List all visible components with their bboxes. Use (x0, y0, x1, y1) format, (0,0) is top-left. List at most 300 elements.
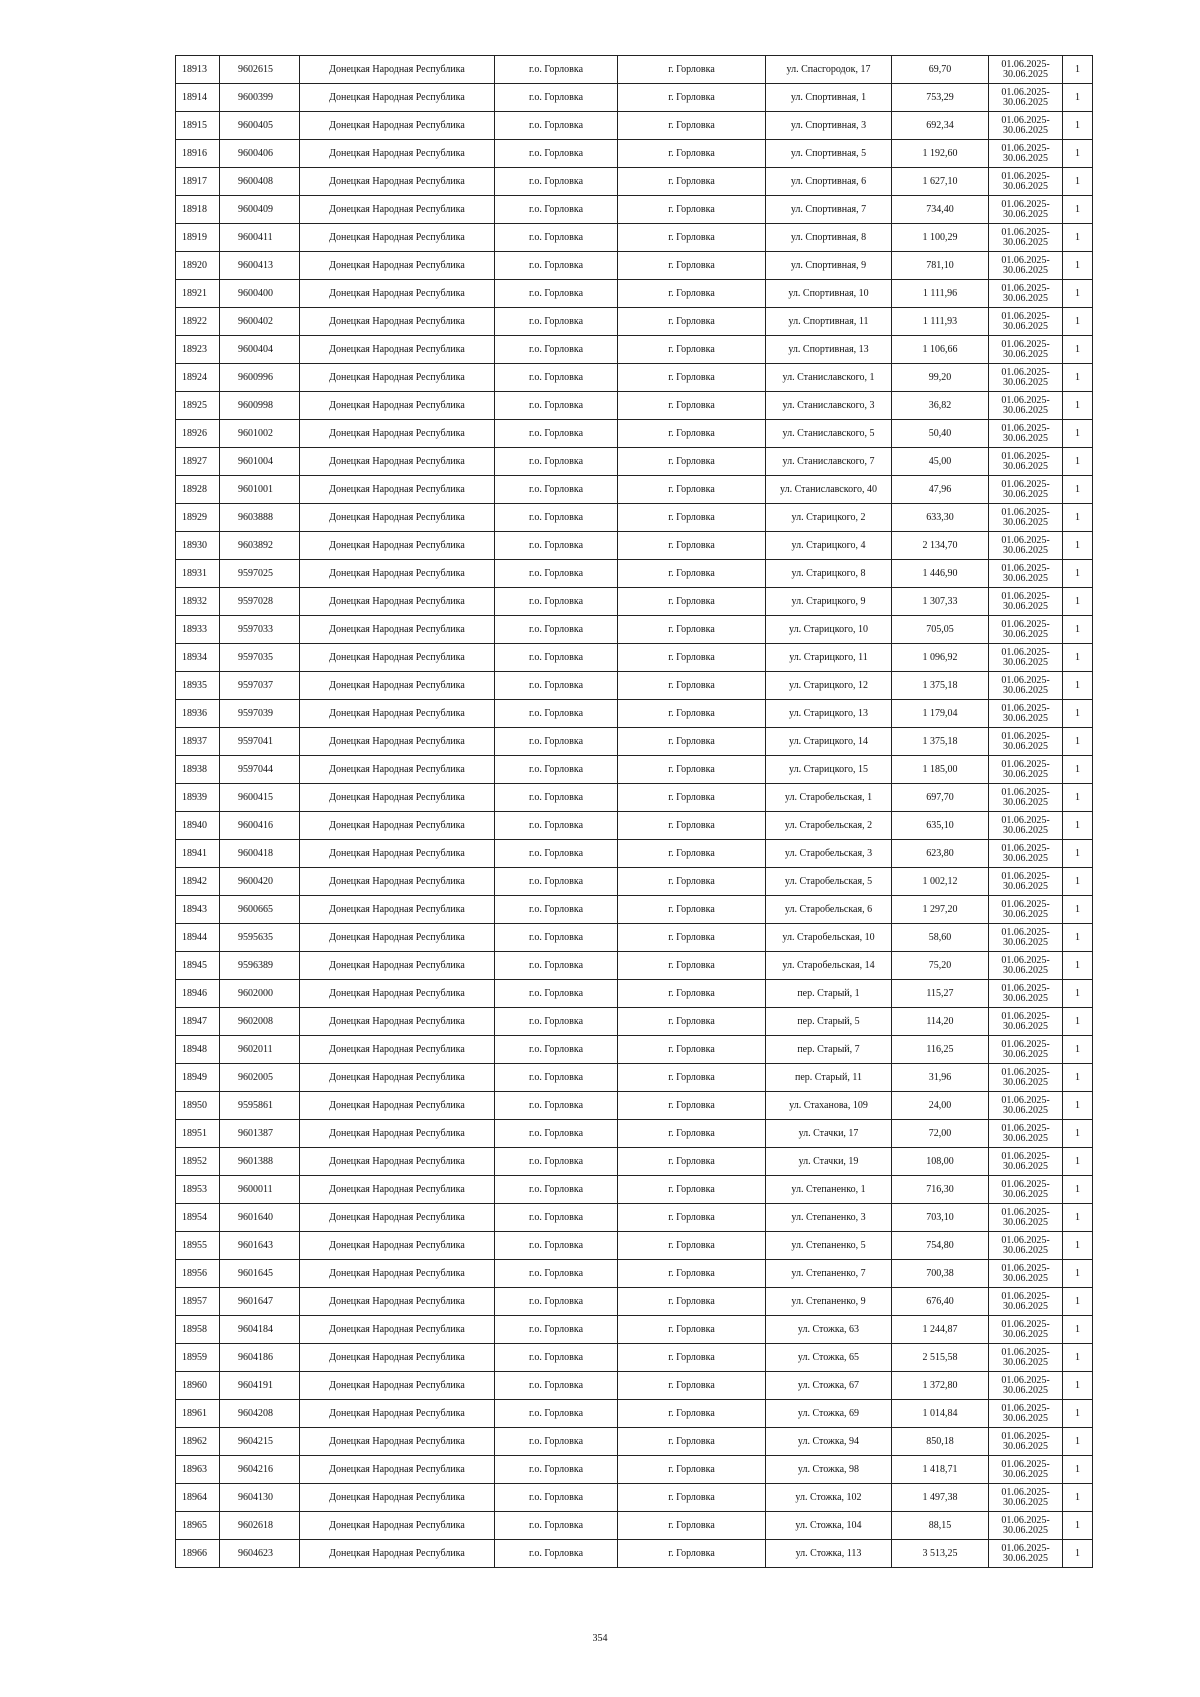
address-cell: ул. Старобельская, 2 (766, 812, 892, 840)
cadastral-number-cell: 9604186 (220, 1344, 300, 1372)
period-start: 01.06.2025- (1001, 1038, 1050, 1050)
area-cell: 1 446,90 (892, 560, 989, 588)
count-cell: 1 (1063, 308, 1093, 336)
settlement-cell: г. Горловка (618, 1204, 766, 1232)
period-start: 01.06.2025- (1001, 1150, 1050, 1162)
count-cell: 1 (1063, 56, 1093, 84)
settlement-cell: г. Горловка (618, 448, 766, 476)
region-cell: Донецкая Народная Республика (300, 868, 495, 896)
settlement-cell: г. Горловка (618, 980, 766, 1008)
period-start: 01.06.2025- (1001, 170, 1050, 182)
period-end: 30.06.2025 (1003, 628, 1048, 640)
row-number-cell: 18937 (176, 728, 220, 756)
address-cell: ул. Спортивная, 8 (766, 224, 892, 252)
cadastral-number-cell: 9604184 (220, 1316, 300, 1344)
table-row (176, 1288, 1093, 1316)
area-cell: 700,38 (892, 1260, 989, 1288)
table-row (176, 1316, 1093, 1344)
cadastral-number-cell: 9600399 (220, 84, 300, 112)
cadastral-number-cell: 9604216 (220, 1456, 300, 1484)
count-cell: 1 (1063, 672, 1093, 700)
cadastral-number-cell: 9600665 (220, 896, 300, 924)
row-number-cell: 18913 (176, 56, 220, 84)
row-number-cell: 18946 (176, 980, 220, 1008)
address-cell: ул. Стожка, 98 (766, 1456, 892, 1484)
period-cell (989, 1456, 1063, 1484)
address-cell: ул. Стожка, 113 (766, 1540, 892, 1568)
count-cell: 1 (1063, 196, 1093, 224)
cadastral-number-cell: 9600420 (220, 868, 300, 896)
table-row (176, 476, 1093, 504)
period-end: 30.06.2025 (1003, 1104, 1048, 1116)
address-cell: пер. Старый, 7 (766, 1036, 892, 1064)
period-start: 01.06.2025- (1001, 702, 1050, 714)
period-start: 01.06.2025- (1001, 730, 1050, 742)
period-start: 01.06.2025- (1001, 1542, 1050, 1554)
table-row (176, 1232, 1093, 1260)
period-end: 30.06.2025 (1003, 936, 1048, 948)
region-cell: Донецкая Народная Республика (300, 1064, 495, 1092)
count-cell: 1 (1063, 616, 1093, 644)
region-cell: Донецкая Народная Республика (300, 1484, 495, 1512)
period-start: 01.06.2025- (1001, 1402, 1050, 1414)
period-end: 30.06.2025 (1003, 684, 1048, 696)
area-cell: 1 372,80 (892, 1372, 989, 1400)
count-cell: 1 (1063, 420, 1093, 448)
address-cell: ул. Стожка, 67 (766, 1372, 892, 1400)
area-cell: 754,80 (892, 1232, 989, 1260)
cadastral-number-cell: 9597039 (220, 700, 300, 728)
settlement-cell: г. Горловка (618, 672, 766, 700)
period-end: 30.06.2025 (1003, 404, 1048, 416)
cadastral-number-cell: 9604623 (220, 1540, 300, 1568)
area-cell: 115,27 (892, 980, 989, 1008)
count-cell: 1 (1063, 112, 1093, 140)
area-cell: 3 513,25 (892, 1540, 989, 1568)
cadastral-number-cell: 9604215 (220, 1428, 300, 1456)
settlement-cell: г. Горловка (618, 476, 766, 504)
period-cell (989, 448, 1063, 476)
count-cell: 1 (1063, 1428, 1093, 1456)
count-cell: 1 (1063, 140, 1093, 168)
municipal-district-cell: г.о. Горловка (495, 1372, 618, 1400)
period-start: 01.06.2025- (1001, 1430, 1050, 1442)
table-row (176, 1036, 1093, 1064)
row-number-cell: 18928 (176, 476, 220, 504)
period-end: 30.06.2025 (1003, 1524, 1048, 1536)
row-number-cell: 18920 (176, 252, 220, 280)
period-end: 30.06.2025 (1003, 1244, 1048, 1256)
municipal-district-cell: г.о. Горловка (495, 784, 618, 812)
period-cell (989, 812, 1063, 840)
address-cell: ул. Степаненко, 3 (766, 1204, 892, 1232)
cadastral-number-cell: 9597033 (220, 616, 300, 644)
period-end: 30.06.2025 (1003, 572, 1048, 584)
period-start: 01.06.2025- (1001, 114, 1050, 126)
row-number-cell: 18954 (176, 1204, 220, 1232)
period-start: 01.06.2025- (1001, 1374, 1050, 1386)
address-cell: ул. Станиславского, 5 (766, 420, 892, 448)
table-row (176, 1540, 1093, 1568)
region-cell: Донецкая Народная Республика (300, 1512, 495, 1540)
table-row (176, 784, 1093, 812)
period-start: 01.06.2025- (1001, 842, 1050, 854)
period-cell (989, 280, 1063, 308)
count-cell: 1 (1063, 1008, 1093, 1036)
address-cell: ул. Стачки, 19 (766, 1148, 892, 1176)
period-cell (989, 532, 1063, 560)
settlement-cell: г. Горловка (618, 364, 766, 392)
period-cell (989, 1064, 1063, 1092)
region-cell: Донецкая Народная Республика (300, 1540, 495, 1568)
period-cell (989, 196, 1063, 224)
municipal-district-cell: г.о. Горловка (495, 336, 618, 364)
address-cell: ул. Стожка, 65 (766, 1344, 892, 1372)
count-cell: 1 (1063, 588, 1093, 616)
cadastral-number-cell: 9596389 (220, 952, 300, 980)
count-cell: 1 (1063, 336, 1093, 364)
table-row (176, 1260, 1093, 1288)
period-end: 30.06.2025 (1003, 824, 1048, 836)
period-start: 01.06.2025- (1001, 898, 1050, 910)
period-cell (989, 1316, 1063, 1344)
area-cell: 781,10 (892, 252, 989, 280)
table-row (176, 1008, 1093, 1036)
period-end: 30.06.2025 (1003, 740, 1048, 752)
address-cell: ул. Стаханова, 109 (766, 1092, 892, 1120)
cadastral-number-cell: 9602011 (220, 1036, 300, 1064)
period-start: 01.06.2025- (1001, 1514, 1050, 1526)
table-row (176, 840, 1093, 868)
table-row (176, 1484, 1093, 1512)
region-cell: Донецкая Народная Республика (300, 420, 495, 448)
period-cell (989, 1540, 1063, 1568)
count-cell: 1 (1063, 1400, 1093, 1428)
municipal-district-cell: г.о. Горловка (495, 560, 618, 588)
area-cell: 36,82 (892, 392, 989, 420)
area-cell: 1 100,29 (892, 224, 989, 252)
period-end: 30.06.2025 (1003, 1272, 1048, 1284)
address-cell: ул. Спортивная, 5 (766, 140, 892, 168)
table-row (176, 728, 1093, 756)
table-row (176, 56, 1093, 84)
row-number-cell: 18923 (176, 336, 220, 364)
row-number-cell: 18933 (176, 616, 220, 644)
municipal-district-cell: г.о. Горловка (495, 756, 618, 784)
cadastral-number-cell: 9597025 (220, 560, 300, 588)
count-cell: 1 (1063, 980, 1093, 1008)
table-row (176, 952, 1093, 980)
row-number-cell: 18943 (176, 896, 220, 924)
address-cell: ул. Старицкого, 4 (766, 532, 892, 560)
region-cell: Донецкая Народная Республика (300, 336, 495, 364)
row-number-cell: 18963 (176, 1456, 220, 1484)
table-row (176, 1372, 1093, 1400)
row-number-cell: 18914 (176, 84, 220, 112)
row-number-cell: 18916 (176, 140, 220, 168)
period-end: 30.06.2025 (1003, 68, 1048, 80)
cadastral-number-cell: 9597028 (220, 588, 300, 616)
municipal-district-cell: г.о. Горловка (495, 476, 618, 504)
period-end: 30.06.2025 (1003, 1020, 1048, 1032)
area-cell: 703,10 (892, 1204, 989, 1232)
cadastral-number-cell: 9600415 (220, 784, 300, 812)
municipal-district-cell: г.о. Горловка (495, 224, 618, 252)
count-cell: 1 (1063, 896, 1093, 924)
municipal-district-cell: г.о. Горловка (495, 868, 618, 896)
period-start: 01.06.2025- (1001, 562, 1050, 574)
count-cell: 1 (1063, 952, 1093, 980)
count-cell: 1 (1063, 700, 1093, 728)
table-row (176, 280, 1093, 308)
period-cell (989, 420, 1063, 448)
cadastral-number-cell: 9600416 (220, 812, 300, 840)
address-cell: ул. Станиславского, 1 (766, 364, 892, 392)
cadastral-number-cell: 9600996 (220, 364, 300, 392)
area-cell: 635,10 (892, 812, 989, 840)
period-end: 30.06.2025 (1003, 320, 1048, 332)
period-cell (989, 1288, 1063, 1316)
period-start: 01.06.2025- (1001, 1290, 1050, 1302)
period-cell (989, 980, 1063, 1008)
municipal-district-cell: г.о. Горловка (495, 1204, 618, 1232)
address-cell: ул. Спортивная, 13 (766, 336, 892, 364)
address-cell: ул. Станиславского, 7 (766, 448, 892, 476)
table-row (176, 392, 1093, 420)
area-cell: 116,25 (892, 1036, 989, 1064)
period-cell (989, 784, 1063, 812)
area-cell: 24,00 (892, 1092, 989, 1120)
row-number-cell: 18918 (176, 196, 220, 224)
cadastral-number-cell: 9601643 (220, 1232, 300, 1260)
count-cell: 1 (1063, 644, 1093, 672)
period-end: 30.06.2025 (1003, 1300, 1048, 1312)
table-row (176, 336, 1093, 364)
area-cell: 1 096,92 (892, 644, 989, 672)
period-cell (989, 84, 1063, 112)
address-cell: ул. Спортивная, 10 (766, 280, 892, 308)
period-start: 01.06.2025- (1001, 1010, 1050, 1022)
period-start: 01.06.2025- (1001, 1206, 1050, 1218)
area-cell: 1 185,00 (892, 756, 989, 784)
table-row (176, 756, 1093, 784)
period-end: 30.06.2025 (1003, 292, 1048, 304)
settlement-cell: г. Горловка (618, 1512, 766, 1540)
address-cell: ул. Станиславского, 40 (766, 476, 892, 504)
cadastral-number-cell: 9600404 (220, 336, 300, 364)
period-cell (989, 756, 1063, 784)
period-start: 01.06.2025- (1001, 86, 1050, 98)
municipal-district-cell: г.о. Горловка (495, 1092, 618, 1120)
count-cell: 1 (1063, 1344, 1093, 1372)
period-cell (989, 1428, 1063, 1456)
cadastral-number-cell: 9600411 (220, 224, 300, 252)
municipal-district-cell: г.о. Горловка (495, 308, 618, 336)
period-end: 30.06.2025 (1003, 180, 1048, 192)
area-cell: 1 244,87 (892, 1316, 989, 1344)
address-cell: ул. Старицкого, 15 (766, 756, 892, 784)
region-cell: Донецкая Народная Республика (300, 924, 495, 952)
period-start: 01.06.2025- (1001, 814, 1050, 826)
period-cell (989, 1148, 1063, 1176)
area-cell: 75,20 (892, 952, 989, 980)
period-end: 30.06.2025 (1003, 208, 1048, 220)
region-cell: Донецкая Народная Республика (300, 308, 495, 336)
settlement-cell: г. Горловка (618, 1064, 766, 1092)
municipal-district-cell: г.о. Горловка (495, 644, 618, 672)
period-cell (989, 56, 1063, 84)
region-cell: Донецкая Народная Республика (300, 224, 495, 252)
cadastral-number-cell: 9600408 (220, 168, 300, 196)
municipal-district-cell: г.о. Горловка (495, 1148, 618, 1176)
region-cell: Донецкая Народная Республика (300, 364, 495, 392)
registry-table-body (176, 56, 1093, 1568)
cadastral-number-cell: 9603892 (220, 532, 300, 560)
cadastral-number-cell: 9601002 (220, 420, 300, 448)
table-row (176, 1148, 1093, 1176)
cadastral-number-cell: 9600413 (220, 252, 300, 280)
row-number-cell: 18947 (176, 1008, 220, 1036)
row-number-cell: 18957 (176, 1288, 220, 1316)
period-start: 01.06.2025- (1001, 534, 1050, 546)
settlement-cell: г. Горловка (618, 1344, 766, 1372)
address-cell: ул. Старицкого, 13 (766, 700, 892, 728)
period-cell (989, 308, 1063, 336)
municipal-district-cell: г.о. Горловка (495, 588, 618, 616)
period-cell (989, 112, 1063, 140)
settlement-cell: г. Горловка (618, 1260, 766, 1288)
count-cell: 1 (1063, 1316, 1093, 1344)
region-cell: Донецкая Народная Республика (300, 1260, 495, 1288)
period-start: 01.06.2025- (1001, 758, 1050, 770)
period-cell (989, 1484, 1063, 1512)
period-end: 30.06.2025 (1003, 376, 1048, 388)
table-row (176, 672, 1093, 700)
count-cell: 1 (1063, 84, 1093, 112)
period-end: 30.06.2025 (1003, 516, 1048, 528)
page-number: 354 (592, 1633, 608, 1644)
settlement-cell: г. Горловка (618, 560, 766, 588)
cadastral-number-cell: 9601004 (220, 448, 300, 476)
count-cell: 1 (1063, 728, 1093, 756)
cadastral-number-cell: 9597044 (220, 756, 300, 784)
settlement-cell: г. Горловка (618, 1148, 766, 1176)
settlement-cell: г. Горловка (618, 168, 766, 196)
period-start: 01.06.2025- (1001, 618, 1050, 630)
count-cell: 1 (1063, 392, 1093, 420)
period-cell (989, 1120, 1063, 1148)
cadastral-number-cell: 9597041 (220, 728, 300, 756)
region-cell: Донецкая Народная Республика (300, 196, 495, 224)
period-start: 01.06.2025- (1001, 450, 1050, 462)
table-row (176, 588, 1093, 616)
area-cell: 1 179,04 (892, 700, 989, 728)
period-start: 01.06.2025- (1001, 1346, 1050, 1358)
municipal-district-cell: г.о. Горловка (495, 168, 618, 196)
municipal-district-cell: г.о. Горловка (495, 420, 618, 448)
row-number-cell: 18960 (176, 1372, 220, 1400)
count-cell: 1 (1063, 1288, 1093, 1316)
municipal-district-cell: г.о. Горловка (495, 112, 618, 140)
period-end: 30.06.2025 (1003, 1384, 1048, 1396)
cadastral-number-cell: 9601640 (220, 1204, 300, 1232)
settlement-cell: г. Горловка (618, 616, 766, 644)
cadastral-number-cell: 9600418 (220, 840, 300, 868)
period-cell (989, 644, 1063, 672)
period-start: 01.06.2025- (1001, 226, 1050, 238)
table-row (176, 1344, 1093, 1372)
municipal-district-cell: г.о. Горловка (495, 1064, 618, 1092)
address-cell: ул. Станиславского, 3 (766, 392, 892, 420)
period-cell (989, 700, 1063, 728)
settlement-cell: г. Горловка (618, 1400, 766, 1428)
count-cell: 1 (1063, 476, 1093, 504)
period-start: 01.06.2025- (1001, 870, 1050, 882)
settlement-cell: г. Горловка (618, 252, 766, 280)
address-cell: ул. Степаненко, 9 (766, 1288, 892, 1316)
municipal-district-cell: г.о. Горловка (495, 84, 618, 112)
table-row (176, 420, 1093, 448)
period-cell (989, 1344, 1063, 1372)
address-cell: пер. Старый, 5 (766, 1008, 892, 1036)
region-cell: Донецкая Народная Республика (300, 952, 495, 980)
period-cell (989, 1400, 1063, 1428)
period-end: 30.06.2025 (1003, 880, 1048, 892)
period-end: 30.06.2025 (1003, 796, 1048, 808)
municipal-district-cell: г.о. Горловка (495, 1456, 618, 1484)
area-cell: 47,96 (892, 476, 989, 504)
municipal-district-cell: г.о. Горловка (495, 980, 618, 1008)
address-cell: ул. Старобельская, 3 (766, 840, 892, 868)
municipal-district-cell: г.о. Горловка (495, 1120, 618, 1148)
settlement-cell: г. Горловка (618, 728, 766, 756)
region-cell: Донецкая Народная Республика (300, 896, 495, 924)
area-cell: 88,15 (892, 1512, 989, 1540)
table-row (176, 1204, 1093, 1232)
count-cell: 1 (1063, 1092, 1093, 1120)
cadastral-number-cell: 9600402 (220, 308, 300, 336)
address-cell: ул. Стожка, 69 (766, 1400, 892, 1428)
period-end: 30.06.2025 (1003, 152, 1048, 164)
table-row (176, 504, 1093, 532)
cadastral-number-cell: 9602618 (220, 1512, 300, 1540)
period-cell (989, 1232, 1063, 1260)
period-end: 30.06.2025 (1003, 96, 1048, 108)
period-start: 01.06.2025- (1001, 310, 1050, 322)
region-cell: Донецкая Народная Республика (300, 588, 495, 616)
period-cell (989, 392, 1063, 420)
table-row (176, 112, 1093, 140)
table-row (176, 196, 1093, 224)
municipal-district-cell: г.о. Горловка (495, 616, 618, 644)
period-cell (989, 672, 1063, 700)
municipal-district-cell: г.о. Горловка (495, 1232, 618, 1260)
address-cell: пер. Старый, 11 (766, 1064, 892, 1092)
cadastral-number-cell: 9604208 (220, 1400, 300, 1428)
count-cell: 1 (1063, 252, 1093, 280)
area-cell: 58,60 (892, 924, 989, 952)
cadastral-number-cell: 9604130 (220, 1484, 300, 1512)
period-end: 30.06.2025 (1003, 656, 1048, 668)
settlement-cell: г. Горловка (618, 532, 766, 560)
address-cell: ул. Старицкого, 14 (766, 728, 892, 756)
row-number-cell: 18917 (176, 168, 220, 196)
count-cell: 1 (1063, 1036, 1093, 1064)
table-row (176, 896, 1093, 924)
count-cell: 1 (1063, 1540, 1093, 1568)
area-cell: 676,40 (892, 1288, 989, 1316)
period-end: 30.06.2025 (1003, 1496, 1048, 1508)
